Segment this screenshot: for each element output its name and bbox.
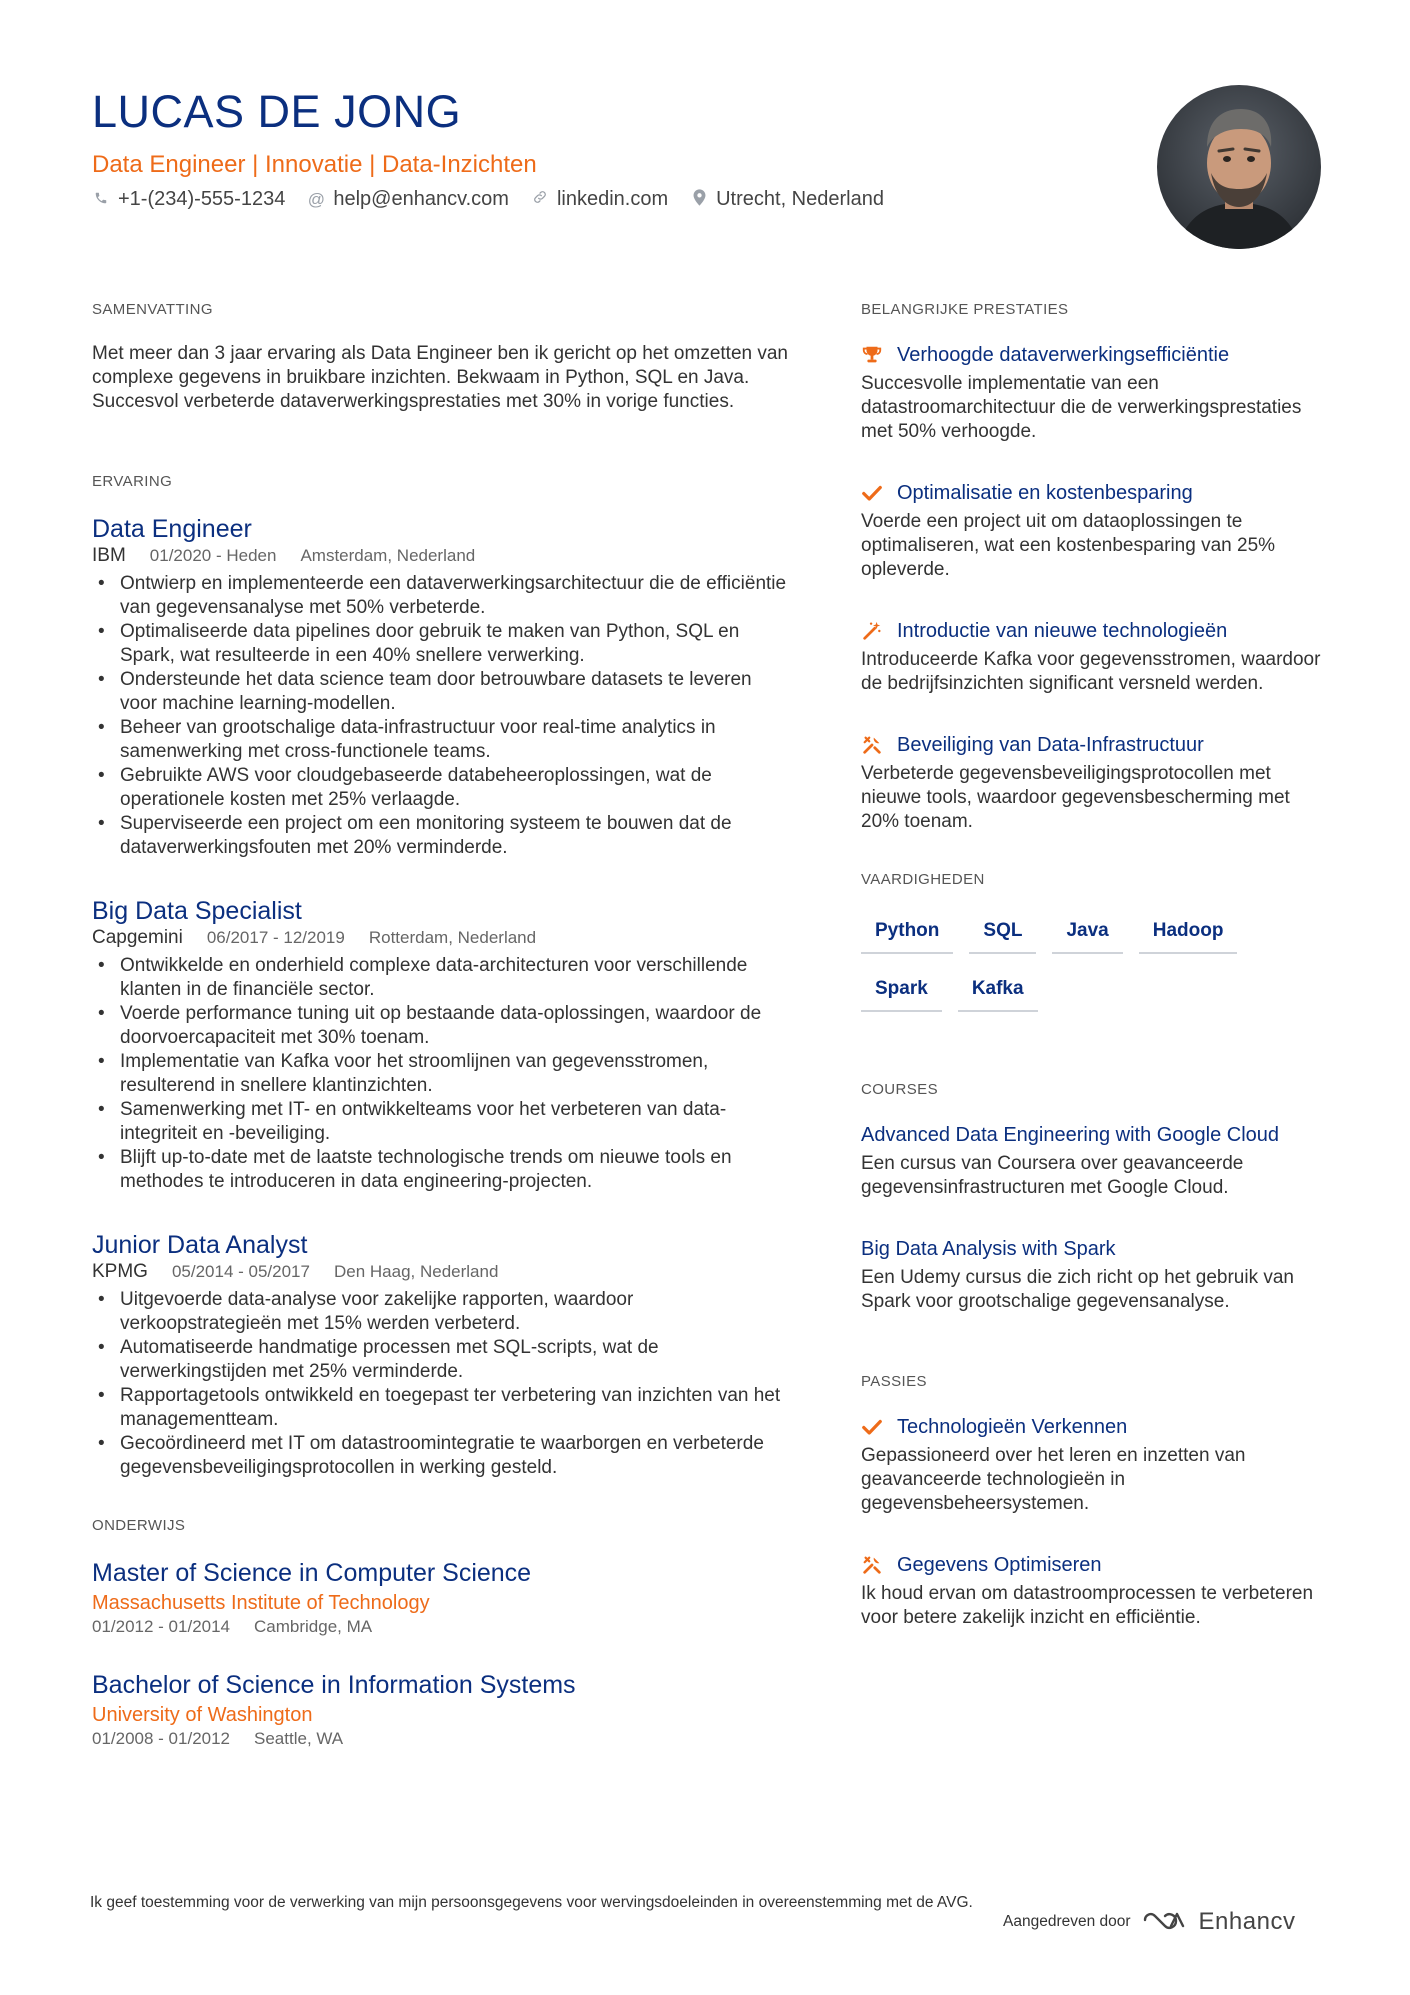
location-text: Utrecht, Nederland xyxy=(716,188,884,210)
job-dates: 05/2014 - 05/2017 xyxy=(171,1262,310,1281)
education-entry xyxy=(92,1670,792,1750)
job-bullet: • Samenwerking met IT- en ontwikkelteams voor het verbeteren van data-integriteit en -beveiliging. xyxy=(92,1098,792,1146)
job-dates: 06/2017 - 12/2019 xyxy=(206,928,345,947)
contact-info xyxy=(92,188,1192,211)
course-text: Een cursus van Coursera over geavanceerde gegevensinfrastructuren met Google Cloud. xyxy=(861,1153,1244,1198)
job-meta xyxy=(92,544,792,568)
skill-tag: Spark xyxy=(861,970,942,1012)
achievement-text: Succesvolle implementatie van een datastroomarchitectuur die de verwerkingsprestaties met 50% verhoogde. xyxy=(861,373,1302,442)
job-bullet: • Ontwierp en implementeerde een dataverwerkingsarchitectuur die de efficiëntie van gegevensanalyse met 50% verbeterde. xyxy=(92,572,792,620)
phone-text: +1-(234)-555-1234 xyxy=(118,188,286,210)
passion-text: Gepassioneerd over het leren en inzetten van geavanceerde technologieën in gegevensbeheersystemen. xyxy=(861,1445,1246,1514)
job-bullet: • Blijft up-to-date met de laatste technologische trends om nieuwe tools en methodes te introduceren in data engineering-projecten. xyxy=(92,1146,792,1194)
course-title: Advanced Data Engineering with Google Cloud xyxy=(861,1124,1280,1146)
contact-linkedin[interactable] xyxy=(531,188,668,211)
passion-text: Ik houd ervan om datastroomprocessen te verbeteren voor betere zakelijk inzicht en efficiëntie. xyxy=(861,1583,1314,1628)
job-bullet: • Ontwikkelde en onderhield complexe data-architecturen voor verschillende klanten in de financiële sector. xyxy=(92,954,792,1002)
job-entry xyxy=(92,896,792,1194)
skills-section xyxy=(861,870,1331,1012)
job-meta xyxy=(92,1260,792,1284)
job-title: Junior Data Analyst xyxy=(92,1231,308,1259)
achievement-item xyxy=(861,342,1331,444)
courses-section xyxy=(861,1080,1331,1314)
passion-item xyxy=(861,1414,1331,1516)
job-bullets xyxy=(92,572,792,860)
job-bullet: • Gebruikte AWS voor cloudgebaseerde databeheeroplossingen, wat de operationele kosten met 25% verlaagde. xyxy=(92,764,792,812)
education-school: University of Washington xyxy=(92,1704,313,1726)
job-company: Capgemini xyxy=(92,927,183,948)
summary-heading: SAMENVATTING xyxy=(92,301,213,318)
check-icon xyxy=(861,1416,883,1438)
job-bullet: • Superviseerde een project om een monitoring systeem te bouwen dat de dataverwerkingsfouten met 20% verminderde. xyxy=(92,812,792,860)
passions-section xyxy=(861,1372,1331,1630)
job-bullet: • Optimaliseerde data pipelines door gebruik te maken van Python, SQL en Spark, wat resulteerde in een 40% snellere verwerking. xyxy=(92,620,792,668)
summary-text: Met meer dan 3 jaar ervaring als Data Engineer ben ik gericht op het omzetten van complexe gegevens in bruikbare inzichten. Bekwaam in Python, SQL en Java. Succesvol verbeterde dataverwerkingsprestaties met 30% in vorige functies. xyxy=(92,343,788,412)
education-dates: 01/2008 - 01/2012 xyxy=(92,1729,231,1748)
education-meta xyxy=(92,1728,792,1750)
achievement-text: Verbeterde gegevensbeveiligingsprotocollen met nieuwe tools, waardoor gegevensbescherming met 20% toenam. xyxy=(861,763,1290,832)
job-entry xyxy=(92,514,792,860)
left-column xyxy=(92,300,792,1782)
job-entry xyxy=(92,1230,792,1480)
job-bullet: • Implementatie van Kafka voor het stroomlijnen van gegevensstromen, resulterend in snellere klantinzichten. xyxy=(92,1050,792,1098)
achievement-title: Verhoogde dataverwerkingsefficiëntie xyxy=(897,344,1230,366)
magic-wand-icon xyxy=(861,620,883,642)
achievement-title: Beveiliging van Data-Infrastructuur xyxy=(897,734,1204,756)
job-title: Big Data Specialist xyxy=(92,897,302,925)
experience-section xyxy=(92,472,792,1480)
achievement-item xyxy=(861,732,1331,834)
job-location: Rotterdam, Nederland xyxy=(368,928,537,947)
enhancv-brand: Enhancv xyxy=(1198,1908,1296,1935)
right-column xyxy=(861,300,1331,1666)
job-bullet: • Automatiseerde handmatige processen met SQL-scripts, wat de verwerkingstijden met 25% verminderde. xyxy=(92,1336,792,1384)
job-bullets xyxy=(92,954,792,1194)
job-location: Den Haag, Nederland xyxy=(333,1262,499,1281)
summary-section xyxy=(92,300,792,414)
job-bullet: • Rapportagetools ontwikkeld en toegepast ter verbetering van inzichten van het managementteam. xyxy=(92,1384,792,1432)
location-pin-icon xyxy=(690,189,708,211)
education-location: Seattle, WA xyxy=(254,1729,344,1748)
candidate-name: LUCAS DE JONG xyxy=(92,86,462,137)
achievement-item xyxy=(861,480,1331,582)
job-bullet: • Uitgevoerde data-analyse voor zakelijke rapporten, waardoor verkoopstrategieën met 15% werden verbeterd. xyxy=(92,1288,792,1336)
achievement-title: Optimalisatie en kostenbesparing xyxy=(897,482,1193,504)
contact-location xyxy=(690,188,884,211)
skill-tag: Hadoop xyxy=(1139,912,1238,954)
education-heading: ONDERWIJS xyxy=(92,1517,186,1534)
achievements-heading: BELANGRIJKE PRESTATIES xyxy=(861,301,1069,318)
skill-tag: Python xyxy=(861,912,953,954)
job-company: IBM xyxy=(92,545,126,566)
job-bullet: • Voerde performance tuning uit op bestaande data-oplossingen, waardoor de doorvoercapaciteit met 30% toenam. xyxy=(92,1002,792,1050)
skill-tag: Java xyxy=(1052,912,1122,954)
contact-email[interactable] xyxy=(307,188,509,211)
job-title: Data Engineer xyxy=(92,515,252,543)
linkedin-text[interactable]: linkedin.com xyxy=(556,188,669,210)
achievement-text: Voerde een project uit om dataoplossingen te optimaliseren, wat een kostenbesparing van 25% opleverde. xyxy=(861,511,1276,580)
email-text[interactable]: help@enhancv.com xyxy=(333,188,509,210)
course-title: Big Data Analysis with Spark xyxy=(861,1238,1116,1260)
job-company: KPMG xyxy=(92,1261,148,1282)
job-bullet: • Gecoördineerd met IT om datastroomintegratie te waarborgen en verbeterde gegevensbeveiligingsprotocollen in werking gesteld. xyxy=(92,1432,792,1480)
job-dates: 01/2020 - Heden xyxy=(149,546,277,565)
job-location: Amsterdam, Nederland xyxy=(300,546,476,565)
passions-heading: PASSIES xyxy=(861,1373,927,1390)
resume-header xyxy=(92,84,1192,211)
tools-icon xyxy=(861,734,883,756)
gdpr-consent: Ik geef toestemming voor de verwerking van mijn persoonsgegevens voor wervingsdoeleinden in overeenstemming met de AVG. xyxy=(90,1894,973,1911)
education-location: Cambridge, MA xyxy=(254,1617,373,1636)
education-school: Massachusetts Institute of Technology xyxy=(92,1592,430,1614)
job-bullet: • Ondersteunde het data science team door betrouwbare datasets te leveren voor machine learning-modellen. xyxy=(92,668,792,716)
course-text: Een Udemy cursus die zich richt op het gebruik van Spark voor grootschalige gegevensanalyse. xyxy=(861,1267,1294,1312)
at-icon: @ xyxy=(307,189,325,209)
education-entry xyxy=(92,1558,792,1638)
phone-icon xyxy=(92,190,110,210)
education-degree: Master of Science in Computer Science xyxy=(92,1559,532,1587)
achievements-section xyxy=(861,300,1331,834)
skills-list xyxy=(861,912,1281,1012)
passion-title: Technologieën Verkennen xyxy=(897,1416,1128,1438)
skills-heading: VAARDIGHEDEN xyxy=(861,871,985,888)
powered-by-label: Aangedreven door xyxy=(1003,1913,1131,1930)
course-item xyxy=(861,1236,1331,1314)
education-degree: Bachelor of Science in Information Systems xyxy=(92,1671,576,1699)
passion-title: Gegevens Optimiseren xyxy=(897,1554,1102,1576)
achievement-text: Introduceerde Kafka voor gegevensstromen, waardoor de bedrijfsinzichten significant versneld werden. xyxy=(861,649,1321,694)
powered-by[interactable] xyxy=(1003,1908,1295,1936)
link-icon xyxy=(531,189,549,210)
education-dates: 01/2012 - 01/2014 xyxy=(92,1617,231,1636)
check-icon xyxy=(861,482,883,504)
skill-tag: SQL xyxy=(969,912,1036,954)
passion-item xyxy=(861,1552,1331,1630)
course-item xyxy=(861,1122,1331,1200)
courses-heading: COURSES xyxy=(861,1081,938,1098)
trophy-icon xyxy=(861,344,883,366)
experience-heading: ERVARING xyxy=(92,473,173,490)
job-bullets xyxy=(92,1288,792,1480)
skill-tag: Kafka xyxy=(958,970,1038,1012)
tools-icon xyxy=(861,1554,883,1576)
job-meta xyxy=(92,926,792,950)
profile-photo xyxy=(1157,85,1321,249)
achievement-item xyxy=(861,618,1331,696)
achievement-title: Introductie van nieuwe technologieën xyxy=(897,620,1228,642)
contact-phone xyxy=(92,188,285,211)
job-bullet: • Beheer van grootschalige data-infrastructuur voor real-time analytics in samenwerking met cross-functionele teams. xyxy=(92,716,792,764)
education-section xyxy=(92,1516,792,1750)
enhancv-logo-icon xyxy=(1141,1909,1189,1936)
education-meta xyxy=(92,1616,792,1638)
candidate-tagline: Data Engineer | Innovatie | Data-Inzichten xyxy=(92,151,537,178)
